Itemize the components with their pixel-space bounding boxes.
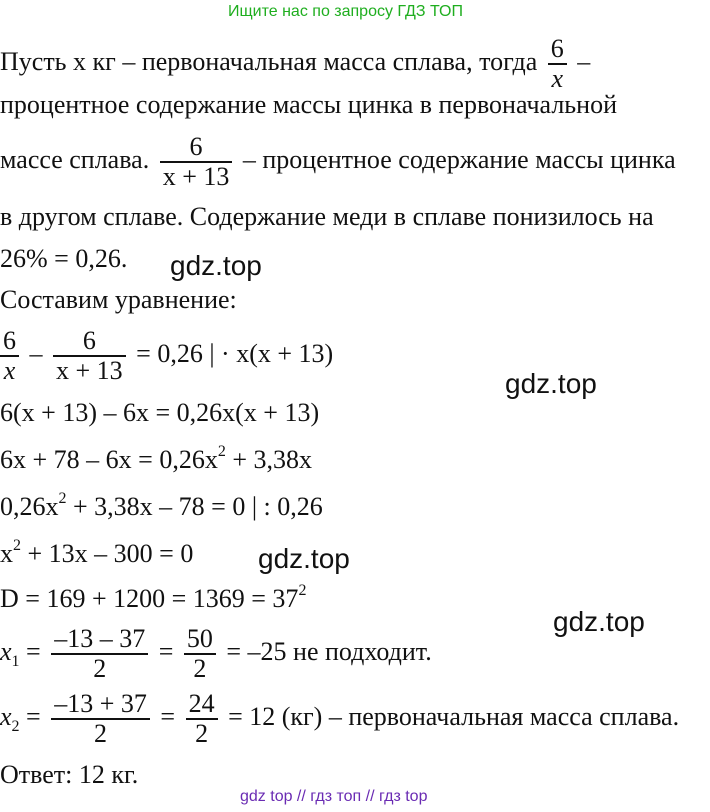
equation-4: [0, 490, 323, 522]
text: 6x + 78 – 6x = 0,26x: [0, 445, 218, 474]
variable: x: [0, 636, 12, 666]
answer: Ответ: 12 кг.: [0, 760, 139, 789]
equation-5: [0, 537, 193, 569]
dash: –: [577, 46, 591, 76]
equation-3: [0, 443, 312, 475]
numerator: 24: [188, 689, 215, 718]
text: x: [0, 539, 13, 568]
exponent: 2: [58, 490, 67, 507]
text: D = 169 + 1200 = 1369 = 37: [0, 584, 299, 613]
equation-6: [0, 582, 306, 614]
variable: x: [0, 701, 12, 731]
denominator: 2: [94, 719, 108, 748]
fraction-6-over-x-plus-13: [53, 327, 126, 385]
solution-line-5: 26% = 0,26.: [0, 244, 128, 273]
fraction-x1: [51, 625, 148, 683]
watermark: gdz.top: [258, 543, 350, 574]
fraction-x2: [51, 690, 150, 748]
exponent: 2: [298, 582, 307, 599]
numerator: 6: [82, 326, 96, 355]
equals: =: [26, 636, 41, 666]
subscript: 2: [11, 717, 20, 735]
footer-links[interactable]: gdz top // гдз топ // гдз top: [240, 788, 428, 805]
exponent: 2: [217, 443, 226, 460]
exponent: 2: [13, 537, 21, 554]
text: + 13x – 300 = 0: [21, 539, 194, 568]
numerator: 6: [189, 132, 203, 161]
text: = 12 (кг) – первоначальная масса сплава.: [228, 701, 680, 731]
fraction-x2-simplified: [186, 690, 218, 748]
numerator: –13 – 37: [54, 624, 146, 653]
watermark: gdz.top: [553, 606, 645, 637]
equals: =: [160, 701, 176, 731]
fraction-6-over-x: [548, 35, 567, 93]
equation-1: [0, 327, 333, 385]
equation-2: 6(x + 13) – 6x = 0,26x(x + 13): [0, 398, 320, 427]
denominator: x: [551, 64, 564, 93]
text: Пусть x кг – первоначальная масса сплава, тогда: [0, 46, 538, 76]
solution-line-1: [0, 35, 590, 93]
fraction-6-over-x: [0, 327, 19, 385]
denominator: x + 13: [56, 356, 123, 385]
denominator: 2: [193, 654, 207, 683]
denominator: 2: [195, 719, 209, 748]
numerator: 6: [3, 326, 16, 355]
equals: =: [158, 636, 174, 666]
text: 0,26x: [0, 492, 59, 521]
equals: =: [26, 701, 41, 731]
fraction-6-over-x-plus-13: [160, 133, 233, 191]
text: + 3,38x – 78 = 0 | : 0,26: [66, 492, 323, 521]
text: = –25 не подходит.: [226, 636, 432, 666]
solution-line-2: процентное содержание массы цинка в первоначальной: [0, 90, 617, 119]
text: + 3,38x: [225, 445, 312, 474]
text: = 0,26 | · x(x + 13): [136, 338, 334, 368]
fraction-x1-simplified: [184, 625, 216, 683]
denominator: x + 13: [162, 162, 230, 191]
numerator: 6: [550, 34, 564, 63]
subscript: 1: [11, 652, 20, 670]
denominator: x: [3, 356, 16, 385]
numerator: 50: [186, 624, 213, 653]
numerator: –13 + 37: [54, 689, 147, 718]
solution-line-3: [0, 133, 676, 191]
text: – процентное содержание массы цинка: [242, 144, 676, 174]
search-banner: Ищите нас по запросу ГДЗ ТОП: [228, 3, 463, 20]
solution-line-4: в другом сплаве. Содержание меди в сплаве понизилось на: [0, 202, 654, 231]
text: массе сплава.: [0, 144, 150, 174]
denominator: 2: [93, 654, 107, 683]
root-x2: [0, 690, 679, 748]
solution-line-6: Составим уравнение:: [0, 285, 237, 314]
watermark: gdz.top: [505, 368, 597, 399]
root-x1: [0, 625, 432, 683]
minus: –: [29, 338, 43, 368]
watermark: gdz.top: [170, 250, 262, 281]
